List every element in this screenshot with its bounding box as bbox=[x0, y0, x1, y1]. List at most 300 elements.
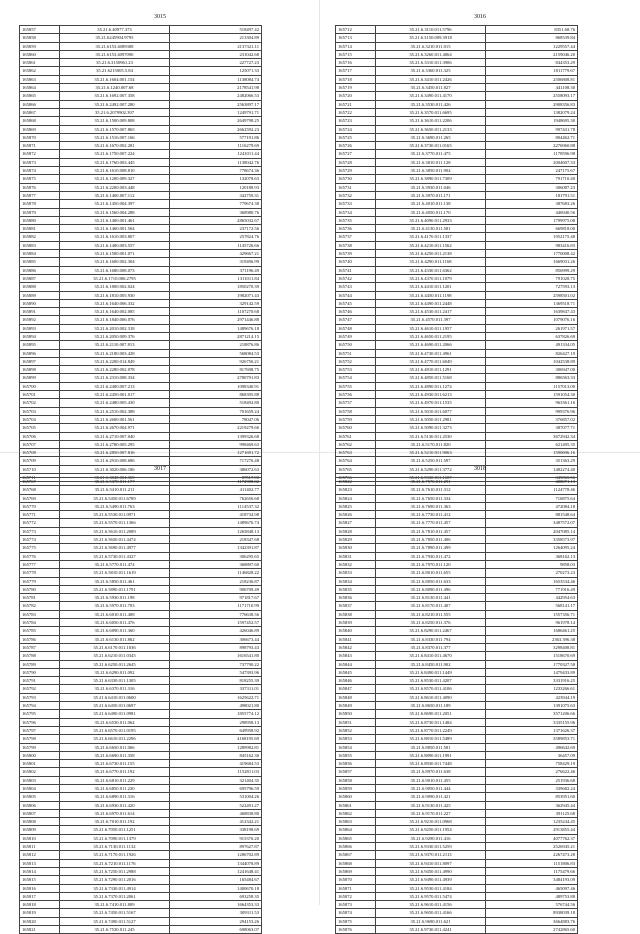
row-id-cell: 165767 bbox=[20, 478, 60, 486]
row-value-cell: 1518670.69 bbox=[486, 652, 578, 660]
row-value-cell: 213304.89 bbox=[170, 34, 262, 42]
row-value-cell: 758429.19 bbox=[486, 760, 578, 768]
row-id-cell: 165745 bbox=[336, 299, 376, 307]
row-value-cell: 371196.49 bbox=[170, 266, 262, 274]
row-timestamp-cell: 35.21.6.7770.011.457 bbox=[376, 519, 486, 527]
row-id-cell: 165874 bbox=[336, 909, 376, 917]
row-id-cell: 165874 bbox=[20, 167, 60, 175]
row-value-cell: 9858.03 bbox=[486, 560, 578, 568]
row-timestamp-cell: 35.21.6.8570.011.4106 bbox=[376, 685, 486, 693]
row-timestamp-cell: 35.21.6.8130.011.441 bbox=[376, 594, 486, 602]
table-row bbox=[20, 167, 262, 175]
table-row bbox=[336, 26, 578, 34]
row-timestamp-cell: 35.21.6.1840.006.076 bbox=[60, 316, 170, 324]
table-row bbox=[20, 150, 262, 158]
table-row bbox=[20, 809, 262, 817]
row-timestamp-cell: 35.21.6.4490.011.2448 bbox=[376, 299, 486, 307]
row-value-cell: 1400670.18 bbox=[170, 884, 262, 892]
row-timestamp-cell: 35.21.6.5970.011.703 bbox=[60, 602, 170, 610]
row-id-cell: 165868 bbox=[336, 859, 376, 867]
row-value-cell: 78047.06 bbox=[170, 415, 262, 423]
row-id-cell: 165887 bbox=[20, 274, 60, 282]
row-value-cell: 2178541.98 bbox=[170, 84, 262, 92]
row-value-cell: 1590696.16 bbox=[486, 449, 578, 457]
row-timestamp-cell: 35.21.6.3360.011.325 bbox=[376, 67, 486, 75]
row-value-cell: 387683.26 bbox=[486, 200, 578, 208]
row-id-cell: 165806 bbox=[20, 801, 60, 809]
row-value-cell: 1770008.42 bbox=[486, 250, 578, 258]
row-value-cell: 294153.26 bbox=[170, 917, 262, 925]
page-title: 3015 bbox=[154, 14, 166, 20]
row-id-cell: 165789 bbox=[20, 660, 60, 668]
row-value-cell: 2871214.15 bbox=[170, 332, 262, 340]
row-timestamp-cell: 35.21.6.2310.008.334 bbox=[60, 374, 170, 382]
row-timestamp-cell: 35.21.6.2850.007.816 bbox=[60, 449, 170, 457]
table-row bbox=[20, 560, 262, 568]
table-row bbox=[20, 594, 262, 602]
row-timestamp-cell: 35.21.6.1640.002.085 bbox=[60, 308, 170, 316]
row-id-cell: 165701 bbox=[20, 391, 60, 399]
row-value-cell: 669818.00 bbox=[486, 225, 578, 233]
row-id-cell: 165795 bbox=[20, 710, 60, 718]
table-row bbox=[20, 391, 262, 399]
row-value-cell: 218236.87 bbox=[170, 577, 262, 585]
row-value-cell: 391125.68 bbox=[486, 809, 578, 817]
row-id-cell: 165737 bbox=[336, 233, 376, 241]
row-value-cell: 3358573.97 bbox=[486, 536, 578, 544]
row-timestamp-cell: 35.21.6.9170.011.227 bbox=[376, 809, 486, 817]
table-row bbox=[336, 216, 578, 224]
row-value-cell: 881548.64 bbox=[486, 511, 578, 519]
row-timestamp-cell: 35.21.6.6890.011.316 bbox=[60, 793, 170, 801]
table-row bbox=[336, 316, 578, 324]
row-id-cell: 165792 bbox=[20, 685, 60, 693]
row-timestamp-cell: 35.21.6.6370.011.316 bbox=[60, 685, 170, 693]
row-timestamp-cell: 35.21.6.1460.001.564 bbox=[60, 225, 170, 233]
row-id-cell: 165749 bbox=[336, 332, 376, 340]
row-value-cell: 1855774.12 bbox=[170, 710, 262, 718]
row-id-cell: 165704 bbox=[20, 415, 60, 423]
row-value-cell: 338198.69 bbox=[170, 826, 262, 834]
row-value-cell: 518492.80 bbox=[170, 399, 262, 407]
row-id-cell: 165772 bbox=[20, 519, 60, 527]
row-value-cell: 826427.19 bbox=[486, 349, 578, 357]
row-value-cell: 472084.18 bbox=[486, 502, 578, 510]
row-value-cell: 337311.01 bbox=[170, 685, 262, 693]
row-value-cell: 3589853.71 bbox=[486, 735, 578, 743]
row-timestamp-cell: 35.21.6.9250.011.1954 bbox=[376, 826, 486, 834]
row-id-cell: 165732 bbox=[336, 191, 376, 199]
row-timestamp-cell: 35.21.6.8690.011.2051 bbox=[376, 710, 486, 718]
row-id-cell: 165830 bbox=[336, 544, 376, 552]
row-value-cell: 1686461.25 bbox=[486, 627, 578, 635]
row-timestamp-cell: 35.21.6.2110.007.813 bbox=[60, 341, 170, 349]
row-id-cell: 165881 bbox=[20, 225, 60, 233]
row-value-cell: 1172908.02 bbox=[170, 478, 262, 486]
row-id-cell: 165833 bbox=[336, 569, 376, 577]
row-value-cell: 412342.21 bbox=[170, 818, 262, 826]
row-value-cell: 576744.56 bbox=[486, 901, 578, 909]
row-timestamp-cell: 35.21.6.8370.011.377 bbox=[376, 643, 486, 651]
row-timestamp-cell: 35.21.6.4010.011.138 bbox=[376, 200, 486, 208]
row-id-cell: 165865 bbox=[20, 92, 60, 100]
row-id-cell: 165862 bbox=[20, 67, 60, 75]
table-row bbox=[336, 382, 578, 390]
table-row bbox=[20, 668, 262, 676]
table-row bbox=[20, 200, 262, 208]
row-timestamp-cell: 35.21.6.3730.011.0165 bbox=[376, 142, 486, 150]
row-id-cell: 165814 bbox=[20, 867, 60, 875]
row-id-cell: 165898 bbox=[20, 366, 60, 374]
row-timestamp-cell: 35.21.6.7690.011.363 bbox=[376, 502, 486, 510]
row-id-cell: 165895 bbox=[20, 341, 60, 349]
table-row bbox=[336, 702, 578, 710]
row-value-cell: 2219279.66 bbox=[170, 424, 262, 432]
row-id-cell: 165768 bbox=[20, 486, 60, 494]
row-value-cell: 247175.67 bbox=[486, 167, 578, 175]
row-id-cell: 165826 bbox=[336, 511, 376, 519]
row-id-cell: 165812 bbox=[20, 851, 60, 859]
row-value-cell: 3331916.25 bbox=[486, 677, 578, 685]
row-timestamp-cell: 35.21.6.4850.011.5168 bbox=[376, 374, 486, 382]
row-id-cell: 165870 bbox=[20, 133, 60, 141]
table-row bbox=[20, 216, 262, 224]
table-row bbox=[336, 266, 578, 274]
table-row bbox=[20, 726, 262, 734]
row-id-cell: 165880 bbox=[20, 216, 60, 224]
row-timestamp-cell: 35.21.6.7090.011.1379 bbox=[60, 834, 170, 842]
row-value-cell: 1079076.16 bbox=[486, 316, 578, 324]
row-id-cell: 165821 bbox=[20, 926, 60, 934]
table-row bbox=[20, 569, 262, 577]
row-timestamp-cell: 35.21.6245904.9795 bbox=[60, 34, 170, 42]
row-value-cell: 368162.13 bbox=[486, 552, 578, 560]
table-row bbox=[20, 108, 262, 116]
row-timestamp-cell: 35.21.6.2710.007.040 bbox=[60, 432, 170, 440]
table-row bbox=[20, 59, 262, 67]
row-timestamp-cell: 35.21.6.7610.011.312 bbox=[376, 486, 486, 494]
table-row bbox=[336, 494, 578, 502]
row-id-cell: 165822 bbox=[336, 478, 376, 486]
row-timestamp-cell: 35.21.6.8170.011.407 bbox=[376, 602, 486, 610]
row-value-cell: 818255.39 bbox=[170, 677, 262, 685]
row-id-cell: 165848 bbox=[336, 693, 376, 701]
row-value-cell: 270273.23 bbox=[486, 569, 578, 577]
row-value-cell: 776638.56 bbox=[170, 610, 262, 618]
row-value-cell: 1042538.89 bbox=[486, 357, 578, 365]
row-value-cell: 1382079.24 bbox=[486, 108, 578, 116]
row-value-cell: 1271691.72 bbox=[170, 449, 262, 457]
row-timestamp-cell: 35.21.6.6130.011.862 bbox=[60, 635, 170, 643]
table-row bbox=[20, 834, 262, 842]
table-row bbox=[20, 867, 262, 875]
row-timestamp-cell: 35.21.6.3040.004.369 bbox=[60, 474, 170, 482]
row-id-cell: 165851 bbox=[336, 718, 376, 726]
table-row bbox=[20, 660, 262, 668]
table-row bbox=[20, 627, 262, 635]
table-row bbox=[336, 75, 578, 83]
row-id-cell: 165798 bbox=[20, 735, 60, 743]
table-row bbox=[20, 415, 262, 423]
row-timestamp-cell: 35.21.6.4290.011.1168 bbox=[376, 258, 486, 266]
table-row bbox=[20, 851, 262, 859]
row-id-cell: 165835 bbox=[336, 585, 376, 593]
row-timestamp-cell: 35.21.6.6970.011.614 bbox=[60, 809, 170, 817]
row-value-cell: 568141.17 bbox=[486, 602, 578, 610]
table-row bbox=[336, 84, 578, 92]
row-id-cell: 165721 bbox=[336, 100, 376, 108]
row-value-cell: 468838.80 bbox=[170, 809, 262, 817]
table-row bbox=[336, 366, 578, 374]
table-row bbox=[336, 926, 578, 934]
row-id-cell: 165769 bbox=[20, 494, 60, 502]
row-id-cell: 165846 bbox=[336, 677, 376, 685]
row-timestamp-cell: 35.21.6.6690.011.358 bbox=[60, 751, 170, 759]
page-title: 3018 bbox=[474, 466, 486, 472]
row-timestamp-cell: 35.21.6.6650.011.066 bbox=[60, 743, 170, 751]
row-value-cell: 698063.07 bbox=[170, 926, 262, 934]
row-id-cell: 165859 bbox=[20, 42, 60, 50]
row-timestamp-cell: 35.21.6.3650.011.2133 bbox=[376, 125, 486, 133]
row-id-cell: 165783 bbox=[20, 610, 60, 618]
table-row bbox=[20, 341, 262, 349]
table-row bbox=[20, 892, 262, 900]
row-id-cell: 165744 bbox=[336, 291, 376, 299]
row-value-cell: 465097.46 bbox=[486, 884, 578, 892]
row-id-cell: 165717 bbox=[336, 67, 376, 75]
row-value-cell: 853951.60 bbox=[486, 793, 578, 801]
row-value-cell: 1616541.80 bbox=[170, 652, 262, 660]
table-row bbox=[20, 643, 262, 651]
row-id-cell: 165710 bbox=[20, 465, 60, 473]
row-value-cell: 779674.38 bbox=[170, 200, 262, 208]
row-timestamp-cell: 35.21.6.9570.011.5474 bbox=[376, 892, 486, 900]
row-id-cell: 165857 bbox=[20, 26, 60, 34]
row-id-cell: 165829 bbox=[336, 536, 376, 544]
row-id-cell: 165861 bbox=[336, 801, 376, 809]
row-id-cell: 165742 bbox=[336, 274, 376, 282]
table-row bbox=[336, 108, 578, 116]
table-row bbox=[336, 892, 578, 900]
row-timestamp-cell: 35.21.6.6530.011.064 bbox=[60, 718, 170, 726]
row-timestamp-cell: 35.21.6.6330.011.1305 bbox=[60, 677, 170, 685]
row-value-cell: 429667.21 bbox=[170, 250, 262, 258]
row-value-cell: 387077.71 bbox=[486, 424, 578, 432]
row-timestamp-cell: 35.21.6.8970.011.638 bbox=[376, 768, 486, 776]
row-id-cell: 165708 bbox=[20, 449, 60, 457]
row-id-cell: 165773 bbox=[20, 527, 60, 535]
table-row bbox=[336, 876, 578, 884]
row-value-cell: 418734.98 bbox=[170, 511, 262, 519]
row-value-cell: 446940.56 bbox=[486, 208, 578, 216]
row-value-cell: 1152811.03 bbox=[170, 768, 262, 776]
document-page-3017 bbox=[0, 452, 320, 933]
row-id-cell: 165761 bbox=[336, 432, 376, 440]
row-value-cell: 2598501.02 bbox=[486, 291, 578, 299]
row-value-cell: 351363.29 bbox=[486, 457, 578, 465]
table-row bbox=[336, 768, 578, 776]
row-timestamp-cell: 35.21.6.4770.011.6049 bbox=[376, 357, 486, 365]
row-timestamp-cell: 35.21.6.6770.011.192 bbox=[60, 768, 170, 776]
row-value-cell: 2558093.17 bbox=[486, 92, 578, 100]
row-value-cell: 3484193.09 bbox=[486, 876, 578, 884]
row-timestamp-cell: 35.21.6.8530.011.4207 bbox=[376, 677, 486, 685]
row-timestamp-cell: 35.21.6.5530.011.0971 bbox=[60, 511, 170, 519]
ledger-table bbox=[335, 477, 578, 934]
table-row bbox=[20, 784, 262, 792]
row-timestamp-cell: 35.21.6.3490.011.4170 bbox=[376, 92, 486, 100]
table-row bbox=[336, 241, 578, 249]
table-row bbox=[20, 440, 262, 448]
row-timestamp-cell: 35.21.6.9090.011.421 bbox=[376, 793, 486, 801]
row-timestamp-cell: 35.21.6.6810.011.229 bbox=[60, 776, 170, 784]
table-row bbox=[336, 511, 578, 519]
row-id-cell: 165855 bbox=[336, 751, 376, 759]
row-value-cell: 1311011.84 bbox=[170, 274, 262, 282]
row-id-cell: 165774 bbox=[20, 536, 60, 544]
row-value-cell: 498021.80 bbox=[170, 702, 262, 710]
table-row bbox=[20, 42, 262, 50]
row-value-cell: 411402.77 bbox=[170, 486, 262, 494]
row-id-cell: 165871 bbox=[20, 142, 60, 150]
row-value-cell: 3335155.96 bbox=[486, 718, 578, 726]
table-row bbox=[20, 26, 262, 34]
row-id-cell: 165860 bbox=[336, 793, 376, 801]
row-value-cell: 368897.60 bbox=[170, 560, 262, 568]
row-id-cell: 165845 bbox=[336, 668, 376, 676]
row-value-cell: 1591054.30 bbox=[486, 391, 578, 399]
row-value-cell: 1952175.48 bbox=[486, 233, 578, 241]
row-value-cell: 2482066.53 bbox=[170, 92, 262, 100]
row-id-cell: 165893 bbox=[20, 324, 60, 332]
row-id-cell: 165702 bbox=[20, 399, 60, 407]
row-value-cell: 1639847.43 bbox=[486, 308, 578, 316]
table-row bbox=[20, 876, 262, 884]
row-value-cell: 926756.21 bbox=[170, 357, 262, 365]
table-row bbox=[336, 125, 578, 133]
row-timestamp-cell: 35.21.6.3410.011.2426 bbox=[376, 75, 486, 83]
table-row bbox=[336, 341, 578, 349]
row-timestamp-cell: 35.21.6.3610.011.2206 bbox=[376, 117, 486, 125]
table-row bbox=[336, 133, 578, 141]
row-value-cell: 844353.29 bbox=[486, 59, 578, 67]
row-id-cell: 165729 bbox=[336, 167, 376, 175]
row-value-cell: 1286702.89 bbox=[170, 851, 262, 859]
row-value-cell: 419684.53 bbox=[170, 760, 262, 768]
row-id-cell: 165879 bbox=[20, 208, 60, 216]
row-value-cell: 1653534.46 bbox=[486, 577, 578, 585]
row-value-cell: 3672942.34 bbox=[486, 432, 578, 440]
row-value-cell: 426046.89 bbox=[170, 627, 262, 635]
row-id-cell: 165858 bbox=[336, 776, 376, 784]
row-value-cell: 276622.46 bbox=[486, 768, 578, 776]
row-value-cell: 4077762.37 bbox=[486, 834, 578, 842]
row-id-cell: 165779 bbox=[20, 577, 60, 585]
table-row bbox=[20, 519, 262, 527]
row-timestamp-cell: 35.21.6.5650.011.4474 bbox=[60, 536, 170, 544]
table-row bbox=[336, 50, 578, 58]
row-timestamp-cell: 35.21.6.8610.011.4090 bbox=[376, 693, 486, 701]
row-value-cell: 329142.59 bbox=[170, 299, 262, 307]
row-id-cell: 165747 bbox=[336, 316, 376, 324]
row-timestamp-cell: 35.21.6.7530.011.245 bbox=[60, 926, 170, 934]
row-id-cell: 165878 bbox=[20, 200, 60, 208]
row-timestamp-cell: 35.21.6.1604.001.154 bbox=[60, 75, 170, 83]
row-timestamp-cell: 35.21.6.7930.011.472 bbox=[376, 552, 486, 560]
row-timestamp-cell: 35.21.6.8490.011.1449 bbox=[376, 668, 486, 676]
row-value-cell: 1138042.76 bbox=[170, 158, 262, 166]
table-row bbox=[336, 92, 578, 100]
row-timestamp-cell: 35.21.6.4450.011.1198 bbox=[376, 291, 486, 299]
table-row bbox=[20, 793, 262, 801]
row-timestamp-cell: 35.21.6.4890.011.1274 bbox=[376, 382, 486, 390]
page-title: 3016 bbox=[474, 14, 486, 20]
table-row bbox=[20, 768, 262, 776]
row-id-cell: 165753 bbox=[336, 366, 376, 374]
row-id-cell: 165875 bbox=[336, 917, 376, 925]
row-timestamp-cell: 35.21.6.4970.011.1535 bbox=[376, 399, 486, 407]
row-value-cell: 1233266.61 bbox=[486, 685, 578, 693]
row-timestamp-cell: 35.21.6.7210.011.1176 bbox=[60, 859, 170, 867]
row-id-cell: 165864 bbox=[20, 84, 60, 92]
row-value-cell: 309311.53 bbox=[170, 909, 262, 917]
row-value-cell: 2913855.44 bbox=[486, 826, 578, 834]
row-timestamp-cell: 35.21.6.4050.011.170 bbox=[376, 208, 486, 216]
row-id-cell: 165748 bbox=[336, 324, 376, 332]
row-value-cell: 1229557.44 bbox=[486, 42, 578, 50]
table-row bbox=[20, 349, 262, 357]
row-timestamp-cell: 35.21.6.8850.011.581 bbox=[376, 743, 486, 751]
row-value-cell: 2780791.83 bbox=[170, 374, 262, 382]
row-id-cell: 165843 bbox=[336, 652, 376, 660]
row-value-cell: 998469.63 bbox=[170, 440, 262, 448]
row-id-cell: 165791 bbox=[20, 677, 60, 685]
table-row bbox=[20, 399, 262, 407]
row-timestamp-cell: 35.21.6.3020.006.186 bbox=[60, 465, 170, 473]
row-value-cell: 321404.35 bbox=[170, 776, 262, 784]
table-row bbox=[336, 826, 578, 834]
row-value-cell: 1265848.13 bbox=[170, 527, 262, 535]
table-row bbox=[336, 635, 578, 643]
row-value-cell: 237172.56 bbox=[170, 225, 262, 233]
row-id-cell: 165863 bbox=[20, 75, 60, 83]
row-id-cell: 165862 bbox=[336, 809, 376, 817]
row-id-cell: 165770 bbox=[20, 502, 60, 510]
page-title: 3017 bbox=[154, 466, 166, 472]
row-id-cell: 165873 bbox=[20, 158, 60, 166]
row-value-cell: 298958.13 bbox=[170, 718, 262, 726]
row-timestamp-cell: 35.21.6.8650.011.189 bbox=[376, 702, 486, 710]
row-id-cell: 165722 bbox=[336, 108, 376, 116]
table-row bbox=[20, 191, 262, 199]
row-value-cell: 621495.35 bbox=[486, 440, 578, 448]
row-timestamp-cell: 35.21.6.4730.011.4961 bbox=[376, 349, 486, 357]
row-timestamp-cell: 35.21.6.1800.002.024 bbox=[60, 283, 170, 291]
row-id-cell: 165743 bbox=[336, 283, 376, 291]
table-row bbox=[20, 818, 262, 826]
table-row bbox=[336, 308, 578, 316]
row-id-cell: 165734 bbox=[336, 208, 376, 216]
row-id-cell: 165850 bbox=[336, 710, 376, 718]
row-id-cell: 165834 bbox=[336, 577, 376, 585]
table-row bbox=[336, 250, 578, 258]
row-id-cell: 165816 bbox=[20, 884, 60, 892]
row-value-cell: 531004.26 bbox=[170, 793, 262, 801]
row-id-cell: 165870 bbox=[336, 876, 376, 884]
table-row bbox=[336, 909, 578, 917]
row-value-cell: 716875.64 bbox=[486, 494, 578, 502]
table-row bbox=[336, 917, 578, 925]
